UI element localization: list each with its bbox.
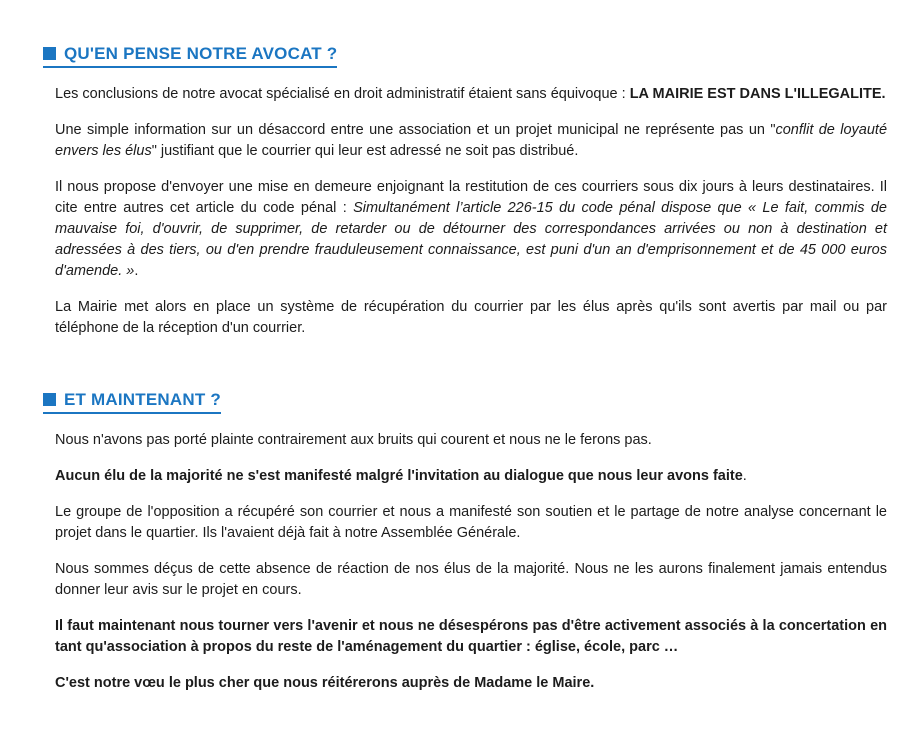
paragraph-aucun-elu — [55, 466, 887, 487]
text-run-italic: conflit de loyauté envers les élus — [55, 122, 888, 159]
heading-text: ET MAINTENANT ? — [64, 390, 221, 409]
text-run: La Mairie met alors en place un système de récupération du courrier par les élus après qu'ils sont avertis par mail ou par téléphone de la réception d'un courrier. — [55, 299, 887, 336]
paragraph-groupe-opposition — [55, 502, 887, 544]
paragraph-conclusions-avocat — [55, 84, 887, 105]
paragraph-tourner-vers-avenir — [55, 616, 887, 658]
section-heading-maintenant — [43, 390, 887, 414]
text-run-italic-citation: Simultanément l’article 226-15 du code pénal dispose que « Le fait, commis de mauvaise foi, d'ouvrir, de supprimer, de retarder ou de détourner des correspondances arrivées ou non à destination et adressées à des tiers, ou d'en prendre frauduleusement connaissance, est puni d'un an d'emprisonnement et de 45 000 euros d'amende. » — [55, 200, 887, 279]
text-run: . — [742, 468, 747, 484]
paragraph-mise-en-demeure — [55, 177, 887, 282]
text-run: . — [134, 263, 139, 279]
text-run: Une simple information sur un désaccord entre une association et un projet municipal ne représente pas un " — [55, 122, 776, 138]
text-run: Le groupe de l'opposition a récupéré son courrier et nous a manifesté son soutien et le partage de notre analyse concernant le projet dans le quartier. Ils l'avaient déjà fait à notre Assemblée Générale. — [55, 504, 887, 541]
text-run: Nous n'avons pas porté plainte contrairement aux bruits qui courent et nous ne le ferons pas. — [55, 432, 652, 448]
square-bullet-icon — [43, 393, 56, 406]
heading-underline-wrap — [43, 390, 221, 414]
section-heading-avocat — [43, 44, 887, 68]
text-run-blue-bold: Il faut maintenant nous tourner vers l'avenir et nous ne désespérons pas d'être activement associés à la concertation en tant qu'association à propos du reste de l'aménagement du quartier : église, école, parc … — [55, 618, 887, 655]
section-body-avocat — [55, 84, 887, 339]
paragraph-decus-absence — [55, 559, 887, 601]
text-run-bold: LA MAIRIE EST DANS L'ILLEGALITE. — [629, 86, 886, 102]
paragraph-simple-information — [55, 120, 887, 162]
paragraph-pas-de-plainte — [55, 430, 887, 451]
text-run: Nous sommes déçus de cette absence de réaction de nos élus de la majorité. Nous ne les aurons finalement jamais entendus donner leur avis sur le projet en cours. — [55, 561, 887, 598]
text-run: " justifiant que le courrier qui leur est adressé ne soit pas distribué. — [151, 143, 579, 159]
text-run: Les conclusions de notre avocat spécialisé en droit administratif étaient sans équivoque : — [55, 86, 630, 102]
heading-text: QU'EN PENSE NOTRE AVOCAT ? — [64, 44, 338, 63]
text-run: Il nous propose d'envoyer une mise en demeure enjoignant la restitution de ces courriers sous dix jours à leurs destinataires. Il cite entre autres cet article du code pénal : — [55, 179, 887, 216]
text-run-bold: Aucun élu de la majorité ne s'est manifesté malgré l'invitation au dialogue que nous leur avons faite — [55, 468, 743, 484]
paragraph-voeu-madame-maire — [55, 673, 887, 694]
text-run-blue-bold: C'est notre vœu le plus cher que nous réitérerons auprès de Madame le Maire. — [55, 675, 595, 691]
square-bullet-icon — [43, 47, 56, 60]
section-body-maintenant — [55, 430, 887, 694]
heading-underline-wrap — [43, 44, 337, 68]
paragraph-systeme-recuperation — [55, 297, 887, 339]
